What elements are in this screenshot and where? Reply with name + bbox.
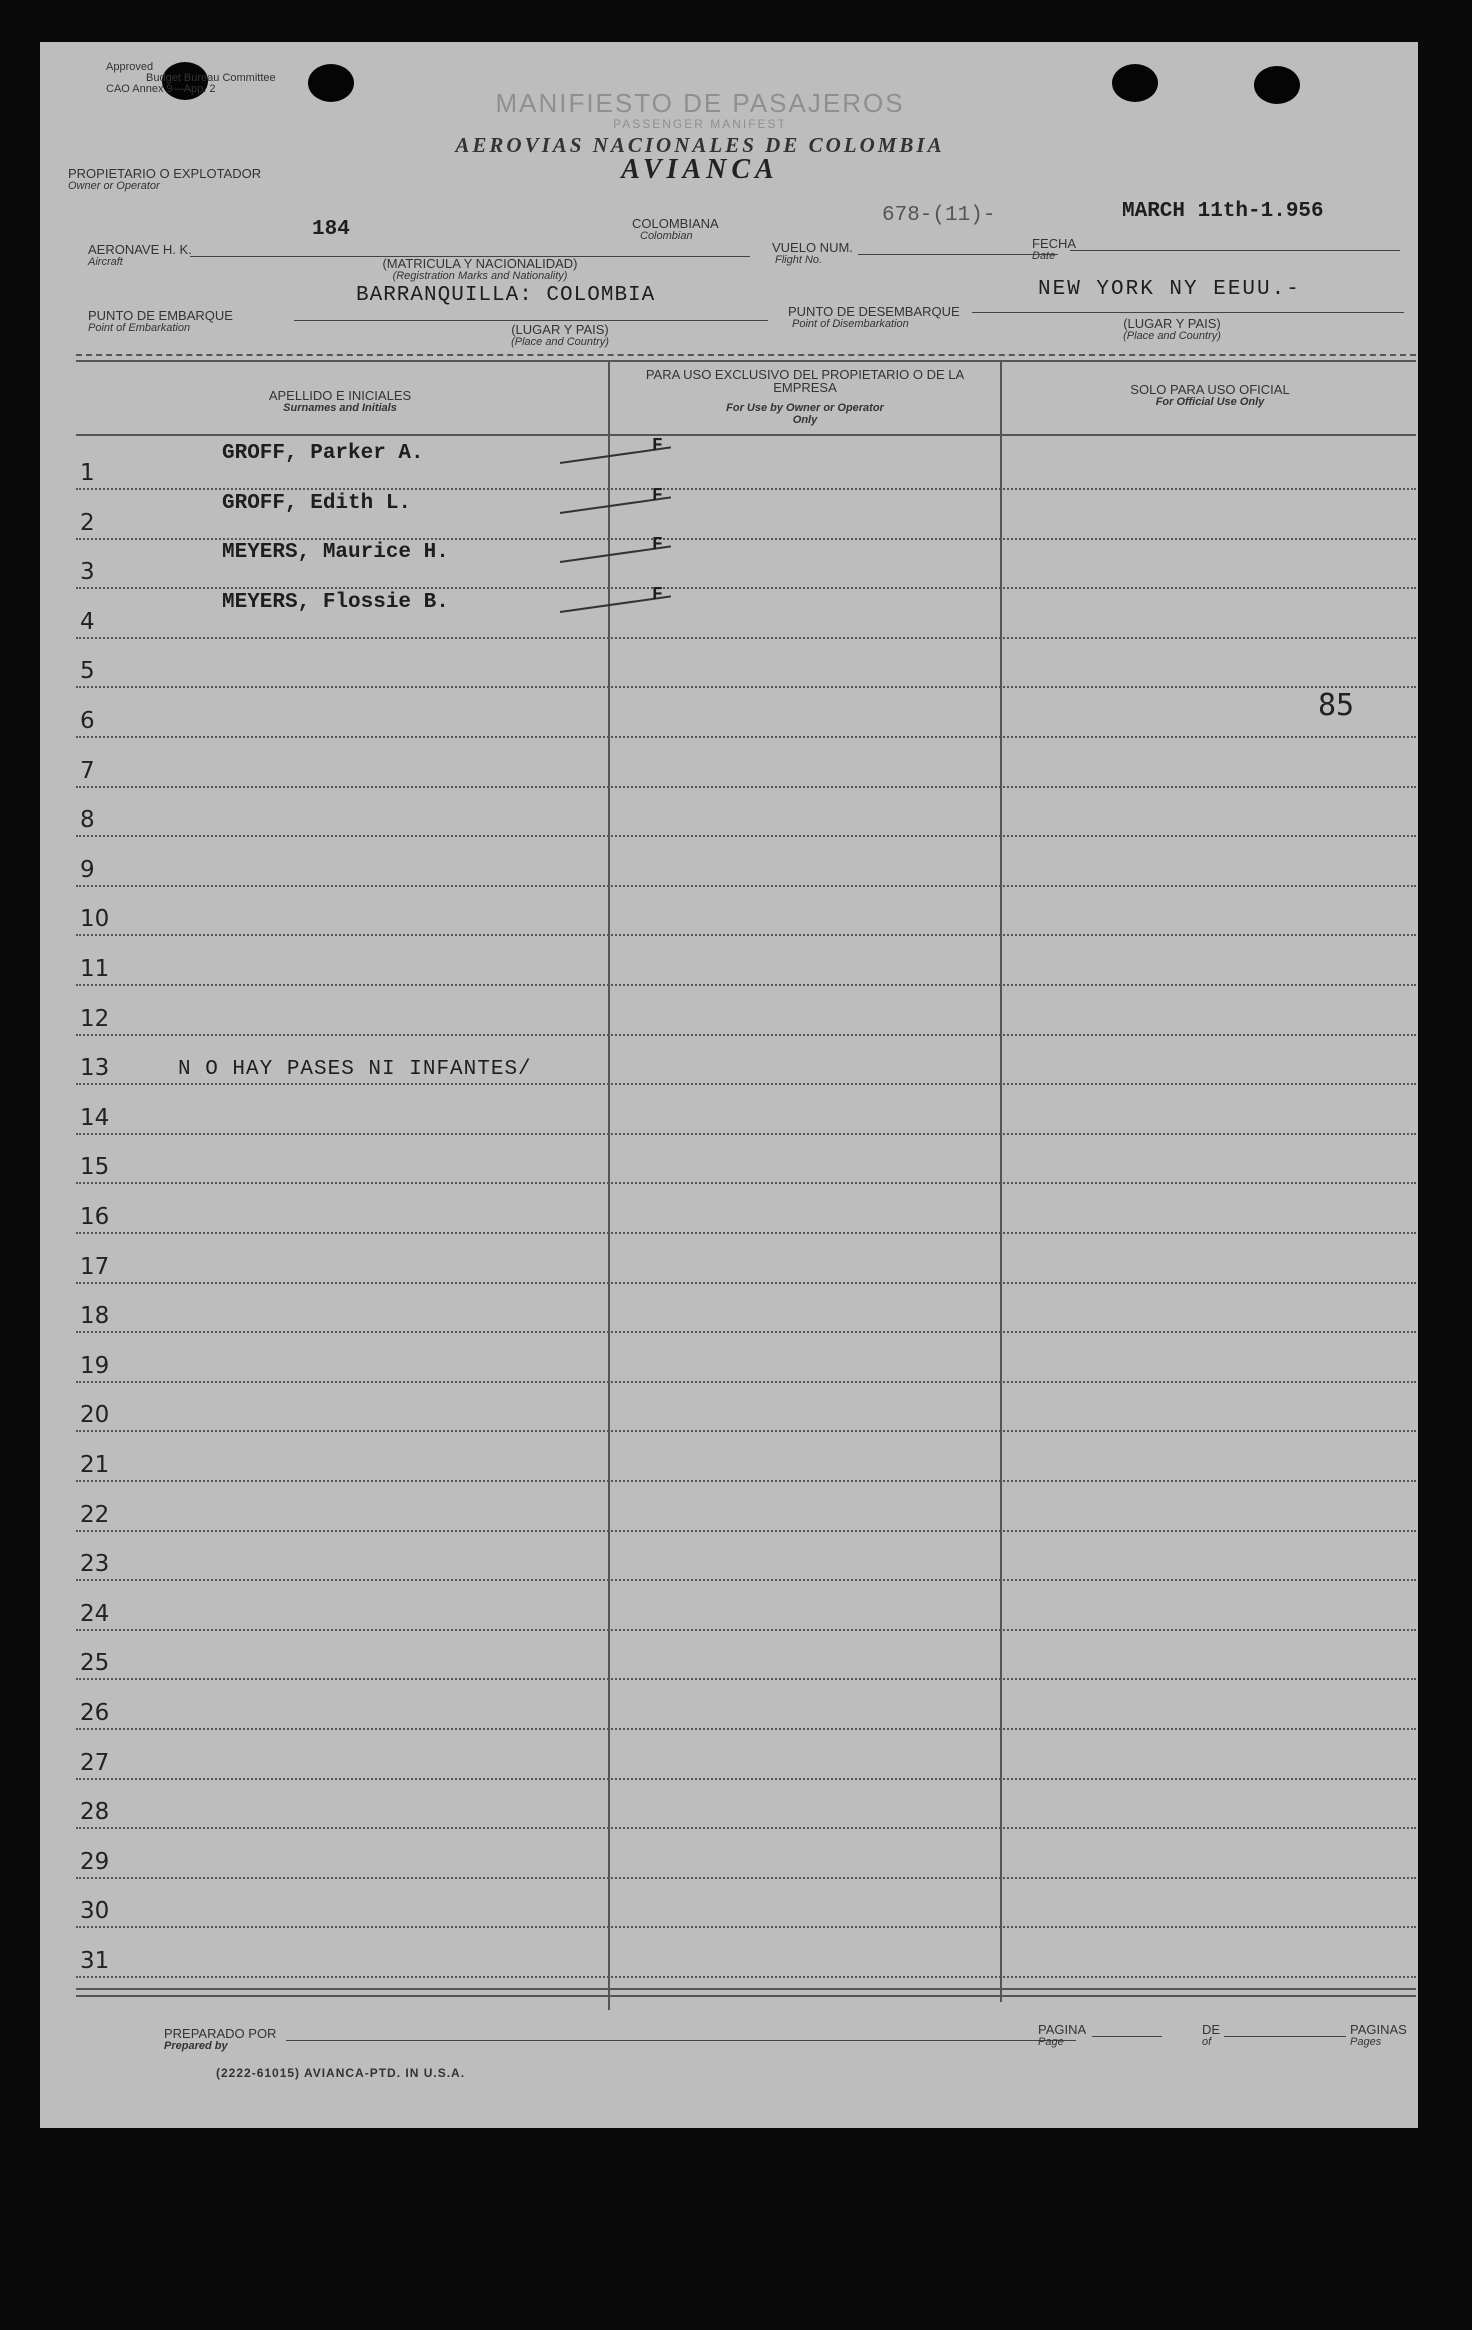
prepared-underline (286, 2040, 1076, 2041)
row-rule (76, 1976, 1416, 1978)
row-rule (76, 1530, 1416, 1532)
approval-line-2: Budget Bureau Committee (146, 72, 276, 84)
punch-hole-2 (308, 64, 354, 102)
passenger-name: MEYERS, Maurice H. (222, 541, 449, 564)
row-rule (76, 1232, 1416, 1234)
row-rule (76, 1133, 1416, 1135)
footer-rule-2 (76, 1995, 1416, 1997)
col-owner-header-text: PARA USO EXCLUSIVO DEL PROPIETARIO O DE LA EMPRESA (645, 367, 965, 395)
col-owner-header (620, 368, 990, 394)
row-number: 26 (80, 1700, 110, 1726)
row-number: 11 (80, 956, 110, 982)
row-number: 25 (80, 1650, 110, 1676)
aircraft-label: AERONAVE H. K. (88, 242, 192, 257)
row-number: 3 (80, 559, 95, 585)
embark-value: BARRANQUILLA: COLOMBIA (356, 284, 656, 307)
row-rule (76, 538, 1416, 540)
row-number: 29 (80, 1849, 110, 1875)
approval-line-1: Approved (106, 61, 154, 73)
registration-label-en: (Registration Marks and Nationality) (392, 270, 568, 282)
col-names-header: APELLIDO E INICIALES (268, 388, 412, 403)
passenger-name: GROFF, Edith L. (222, 492, 412, 515)
prepared-label-en: Prepared by (164, 2040, 228, 2052)
row-rule (76, 835, 1416, 837)
row-rule (76, 1381, 1416, 1383)
of-label-en: of (1202, 2036, 1212, 2048)
row-number: 12 (80, 1006, 110, 1032)
punch-hole-3 (1112, 64, 1158, 102)
row-number: 28 (80, 1799, 110, 1825)
row-rule (76, 1926, 1416, 1928)
passenger-name: GROFF, Parker A. (222, 442, 424, 465)
title-block (420, 88, 980, 186)
row-number: 2 (80, 510, 95, 536)
row-rule (76, 1034, 1416, 1036)
embark-label-en: Point of Embarkation (88, 322, 191, 334)
flight-label-en: Flight No. (775, 254, 823, 266)
row-rule (76, 1083, 1416, 1085)
row-number: 8 (80, 807, 95, 833)
disembark-value: NEW YORK NY EEUU.- (1038, 278, 1301, 301)
row-number: 13 (80, 1055, 110, 1081)
embark-place-label: (LUGAR Y PAIS) (511, 322, 609, 337)
row-rule (76, 1182, 1416, 1184)
page-underline (1092, 2036, 1162, 2037)
row-number: 27 (80, 1750, 110, 1776)
owner-label: PROPIETARIO O EXPLOTADOR (68, 166, 262, 181)
row-number: 23 (80, 1551, 110, 1577)
row-number: 21 (80, 1452, 110, 1478)
row-number: 5 (80, 658, 95, 684)
row-rule (76, 934, 1416, 936)
aircraft-label-en: Aircraft (88, 256, 123, 268)
official-note: 85 (1318, 688, 1355, 723)
row-number: 31 (80, 1948, 110, 1974)
row-number: 24 (80, 1601, 110, 1627)
row-number: 30 (80, 1898, 110, 1924)
disembark-underline (972, 312, 1404, 313)
row-rule (76, 1579, 1416, 1581)
disembark-place-label-en: (Place and Country) (1123, 330, 1221, 342)
row-rule (76, 1629, 1416, 1631)
owner-mark: F (652, 486, 663, 506)
passenger-name: MEYERS, Flossie B. (222, 591, 449, 614)
aircraft-value: 184 (312, 218, 350, 241)
row-rule (76, 1282, 1416, 1284)
col-official-header-en: For Official Use Only (1155, 396, 1265, 408)
row-rule (76, 736, 1416, 738)
row-rule (76, 1331, 1416, 1333)
row-rule (76, 1728, 1416, 1730)
pages-label-en: Pages (1350, 2036, 1382, 2048)
row13-note: N O HAY PASES NI INFANTES/ (178, 1058, 532, 1081)
owner-label-en: Owner or Operator (68, 180, 160, 192)
column-divider-1 (608, 362, 610, 2010)
nationality-label-en: Colombian (640, 230, 693, 242)
row-rule (76, 1480, 1416, 1482)
punch-hole-4 (1254, 66, 1300, 104)
nationality-label: COLOMBIANA (632, 216, 719, 231)
of-underline (1224, 2036, 1346, 2037)
row-number: 17 (80, 1254, 110, 1280)
of-label: DE (1202, 2022, 1221, 2037)
row-rule (76, 587, 1416, 589)
registration-label: (MATRICULA Y NACIONALIDAD) (382, 256, 578, 271)
date-underline (1070, 250, 1400, 251)
row-rule (76, 1877, 1416, 1879)
print-code: (2222-61015) AVIANCA-PTD. IN U.S.A. (216, 2066, 466, 2080)
row-number: 10 (80, 906, 110, 932)
company-name: AEROVIAS NACIONALES DE COLOMBIA (455, 133, 945, 157)
row-rule (76, 786, 1416, 788)
col-names-header-en: Surnames and Initials (283, 402, 397, 414)
page-label-en: Page (1038, 2036, 1064, 2048)
manifest-title-en: PASSENGER MANIFEST (613, 117, 787, 131)
row-number: 16 (80, 1204, 110, 1230)
approval-line-3: CAO Annex 9—App. 2 (106, 83, 216, 95)
disembark-place-label: (LUGAR Y PAIS) (1123, 316, 1221, 331)
header-rule-bottom (76, 360, 1416, 362)
row-number: 6 (80, 708, 95, 734)
embark-label: PUNTO DE EMBARQUE (88, 308, 233, 323)
col-owner-header-en (720, 402, 890, 426)
owner-mark: F (652, 535, 663, 555)
row-number: 18 (80, 1303, 110, 1329)
manifest-sheet (40, 42, 1418, 2128)
row-rule (76, 488, 1416, 490)
owner-mark: F (652, 436, 663, 456)
approval-note (106, 62, 276, 95)
row-rule (76, 1778, 1416, 1780)
prepared-label: PREPARADO POR (164, 2026, 277, 2041)
row-rule (76, 1827, 1416, 1829)
row-number: 22 (80, 1502, 110, 1528)
row-number: 4 (80, 609, 95, 635)
row-rule (76, 1430, 1416, 1432)
date-label-en: Date (1032, 250, 1056, 262)
col-owner-header-en-text: For Use by Owner or Operator Only (726, 402, 884, 426)
row-rule (76, 885, 1416, 887)
row-number: 1 (80, 460, 95, 486)
row-number: 19 (80, 1353, 110, 1379)
disembark-label: PUNTO DE DESEMBARQUE (788, 304, 960, 319)
manifest-title: MANIFIESTO DE PASAJEROS (495, 88, 905, 118)
flight-underline (858, 254, 1058, 255)
row-number: 7 (80, 758, 95, 784)
row-number: 14 (80, 1105, 110, 1131)
row-number: 15 (80, 1154, 110, 1180)
header-rule-top (76, 354, 1416, 356)
row-number: 9 (80, 857, 95, 883)
column-header-rule (76, 434, 1416, 436)
disembark-label-en: Point of Disembarkation (792, 318, 909, 330)
embark-place-label-en: (Place and Country) (511, 336, 609, 348)
row-rule (76, 686, 1416, 688)
pages-label: PAGINAS (1350, 2022, 1407, 2037)
flight-value: 678-(11)- (882, 204, 996, 227)
date-value: MARCH 11th-1.956 (1122, 200, 1324, 223)
row-rule (76, 637, 1416, 639)
owner-mark: F (652, 585, 663, 605)
row-rule (76, 984, 1416, 986)
page-label: PAGINA (1038, 2022, 1087, 2037)
footer-rule-1 (76, 1988, 1416, 1990)
embark-underline (294, 320, 768, 321)
flight-label: VUELO NUM. (772, 240, 853, 255)
brand-name: AVIANCA (621, 154, 779, 185)
row-rule (76, 1678, 1416, 1680)
row-number: 20 (80, 1402, 110, 1428)
date-label: FECHA (1032, 236, 1077, 251)
col-official-header: SOLO PARA USO OFICIAL (1130, 382, 1290, 397)
